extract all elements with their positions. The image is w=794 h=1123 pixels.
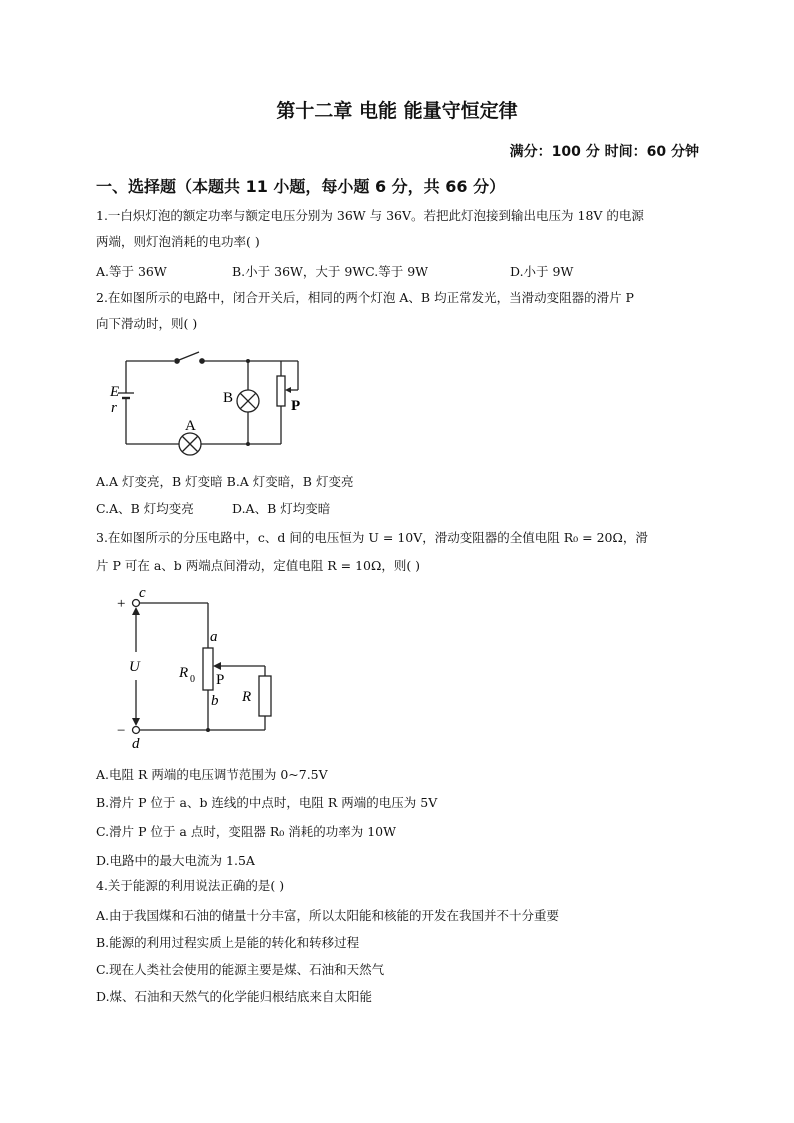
q3-label-a: a <box>210 629 218 645</box>
q3-option-d: D.电路中的最大电流为 1.5A <box>96 853 255 868</box>
q1-option-a: A.等于 36W <box>96 264 167 279</box>
q3-label-c: c <box>139 585 146 601</box>
q3-stem-line1: 3.在如图所示的分压电路中，c、d 间的电压恒为 U = 10V，滑动变阻器的全值电阻 R₀ = 20Ω，滑 <box>96 530 648 545</box>
score-time-line: 满分：100 分 时间：60 分钟 <box>509 144 699 160</box>
q2-label-b: B <box>223 390 234 406</box>
q4-option-a: A.由于我国煤和石油的储量十分丰富，所以太阳能和核能的开发在我国并不十分重要 <box>96 908 560 923</box>
q3-slider-arrow-icon <box>213 662 221 670</box>
q1-option-d: D.小于 9W <box>510 264 574 279</box>
q2-label-a: A <box>185 418 196 434</box>
q3-label-b: b <box>211 693 219 709</box>
q2-label-p: P <box>291 398 301 414</box>
q1-stem-line2: 两端，则灯泡消耗的电功率( ) <box>96 234 260 249</box>
q1-stem-line1: 1.一白炽灯泡的额定功率与额定电压分别为 36W 与 36V。若把此灯泡接到输出电压为 18V 的电源 <box>96 208 644 223</box>
q3-label-r: R <box>242 689 252 705</box>
q1-option-bc: B.小于 36W，大于 9WC.等于 9W <box>232 264 429 279</box>
q2-label-r: r <box>111 400 117 416</box>
q3-option-a: A.电阻 R 两端的电压调节范围为 0~7.5V <box>96 767 328 782</box>
q3-label-plus: + <box>117 596 126 612</box>
q4-stem: 4.关于能源的利用说法正确的是( ) <box>96 878 285 893</box>
q3-label-p: P <box>216 672 225 688</box>
q3-label-r0-subscript: 0 <box>190 674 195 685</box>
q3-stem-line2: 片 P 可在 a、b 两端点间滑动，定值电阻 R = 10Ω，则( ) <box>96 558 421 573</box>
page-title: 第十二章 电能 能量守恒定律 <box>276 100 518 122</box>
q2-option-c: C.A、B 灯均变亮 <box>96 501 194 516</box>
q3-label-d: d <box>132 736 140 752</box>
q2-stem-line1: 2.在如图所示的电路中，闭合开关后，相同的两个灯泡 A、B 均正常发光，当滑动变阻器的滑片 P <box>96 290 634 305</box>
q3-label-r0: R <box>179 665 189 681</box>
q4-option-c: C.现在人类社会使用的能源主要是煤、石油和天然气 <box>96 962 385 977</box>
q4-option-d: D.煤、石油和天然气的化学能归根结底来自太阳能 <box>96 989 373 1004</box>
section-heading: 一、选择题（本题共 11 小题，每小题 6 分，共 66 分） <box>96 177 506 196</box>
q3-label-minus: − <box>117 723 126 739</box>
q3-option-c: C.滑片 P 位于 a 点时，变阻器 R₀ 消耗的功率为 10W <box>96 824 396 839</box>
q2-option-d: D.A、B 灯均变暗 <box>232 501 331 516</box>
q2-label-e: E <box>110 384 120 400</box>
q3-u-arrow-down-icon <box>132 718 140 726</box>
q2-stem-line2: 向下滑动时，则( ) <box>96 316 198 331</box>
q3-u-arrow-up-icon <box>132 607 140 615</box>
q4-option-b: B.能源的利用过程实质上是能的转化和转移过程 <box>96 935 360 950</box>
q3-option-b: B.滑片 P 位于 a、b 连线的中点时，电阻 R 两端的电压为 5V <box>96 795 438 810</box>
q3-label-u: U <box>129 659 140 675</box>
q2-option-ab: A.A 灯变亮，B 灯变暗 B.A 灯变暗，B 灯变亮 <box>96 474 354 489</box>
